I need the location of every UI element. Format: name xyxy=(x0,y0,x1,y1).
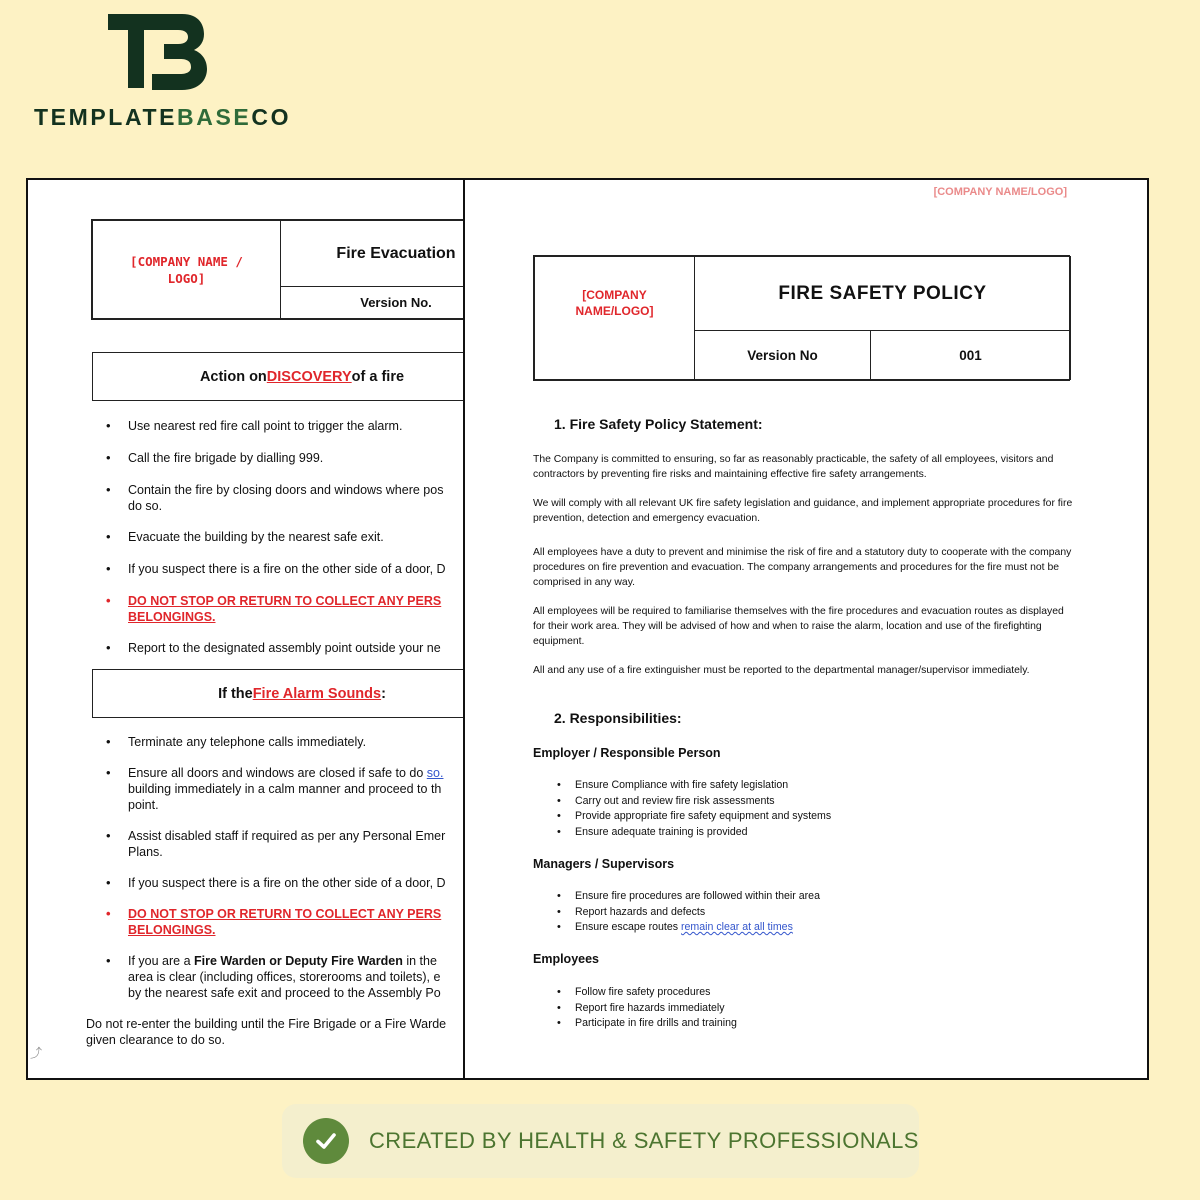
list-item: • Follow fire safety procedures xyxy=(557,985,737,1001)
professionals-badge xyxy=(282,1104,919,1178)
section-discovery-heading: Action on DISCOVERY of a fire xyxy=(92,352,512,401)
section-heading-policy-statement: 1. Fire Safety Policy Statement: xyxy=(554,416,763,432)
list-item: • Terminate any telephone calls immediately. xyxy=(100,734,480,750)
list-item: • Use nearest red fire call point to trigger the alarm. xyxy=(100,418,480,434)
policy-paragraph: The Company is committed to ensuring, so far as reasonably practicable, the safety of all employees, visitors and contractors by preventing fire risks and maintaining effective fire safety arrangements. xyxy=(533,454,1054,480)
manager-responsibilities-list xyxy=(557,889,820,936)
document-title: FIRE SAFETY POLICY xyxy=(694,256,1071,331)
list-item: • Participate in fire drills and training xyxy=(557,1016,737,1032)
list-item: • Report hazards and defects xyxy=(557,905,820,921)
document-header-table xyxy=(91,219,511,320)
page-corner-icon: ⤴ xyxy=(30,1046,43,1060)
managers-subheading: Managers / Supervisors xyxy=(533,857,675,871)
list-item: • Ensure all doors and windows are closed if safe to do so. building immediately in a calm manner and proceed to th point. xyxy=(100,765,448,813)
list-item: • If you are a Fire Warden or Deputy Fire Warden in the area is clear (including offices, storerooms and toilets), e by the nearest safe exit and proceed to the Assembly Po xyxy=(100,953,448,1001)
fire-safety-policy-document xyxy=(463,178,1149,1080)
templatebase-logo-icon xyxy=(108,12,208,92)
list-item: • Ensure Compliance with fire safety legislation xyxy=(557,778,831,794)
employer-subheading: Employer / Responsible Person xyxy=(533,746,721,760)
list-item: • If you suspect there is a fire on the other side of a door, D xyxy=(100,561,480,577)
document-title: Fire Evacuation xyxy=(280,220,512,287)
section-fire-alarm-heading: If the Fire Alarm Sounds : xyxy=(92,669,512,718)
badge-text: CREATED BY HEALTH & SAFETY PROFESSIONALS xyxy=(369,1128,919,1153)
version-label: Version No xyxy=(694,330,871,380)
list-item: • If you suspect there is a fire on the other side of a door, D xyxy=(100,875,480,891)
company-logo-placeholder: [COMPANY NAME/LOGO] xyxy=(534,256,695,380)
list-item: • Report to the designated assembly point outside your ne xyxy=(100,640,480,656)
header-company-placeholder: [COMPANY NAME/LOGO] xyxy=(933,186,1067,198)
employees-subheading: Employees xyxy=(533,952,600,966)
policy-paragraph: All employees will be required to familiarise themselves with the fire procedures and evacuation routes as displayed for their work area. They will be advised of how and when to raise the alarm, location and use of the firefighting equipment. xyxy=(533,606,1064,647)
employee-responsibilities-list xyxy=(557,985,737,1032)
policy-paragraph: We will comply with all relevant UK fire safety legislation and guidance, and implement appropriate procedures for fire prevention, detection and emergency evacuation. xyxy=(533,498,1073,524)
list-item: • Ensure adequate training is provided xyxy=(557,825,831,841)
fire-alarm-actions-list xyxy=(100,734,480,1001)
list-item: • Call the fire brigade by dialling 999. xyxy=(100,450,480,466)
list-item: • Ensure escape routes remain clear at all times xyxy=(557,920,820,936)
policy-paragraph: All and any use of a fire extinguisher must be reported to the departmental manager/supervisor immediately. xyxy=(533,665,1030,676)
section-heading-responsibilities: 2. Responsibilities: xyxy=(554,710,682,726)
list-item: • Carry out and review fire risk assessments xyxy=(557,794,831,810)
spelling-underlined-text: remain clear at all times xyxy=(681,921,793,933)
check-circle-icon xyxy=(303,1118,349,1164)
policy-paragraph: All employees have a duty to prevent and minimise the risk of fire and a statutory duty to cooperate with the company procedures on fire prevention and evacuation. The company arrangements and procedures for the fire must not be comprised in any way. xyxy=(533,547,1072,588)
list-item-warning: • DO NOT STOP OR RETURN TO COLLECT ANY PERS BELONGINGS. xyxy=(100,593,458,625)
re-entry-note: Do not re-enter the building until the Fire Brigade or a Fire Warde given clearance to do so. xyxy=(86,1017,447,1047)
document-header-table xyxy=(533,255,1070,381)
employer-responsibilities-list xyxy=(557,778,831,840)
list-item: • Assist disabled staff if required as per any Personal Emer Plans. xyxy=(100,828,448,860)
spelling-underlined-text: so. xyxy=(426,766,444,780)
list-item: • Provide appropriate fire safety equipment and systems xyxy=(557,809,831,825)
version-value: 001 xyxy=(870,330,1071,380)
version-label: Version No. xyxy=(280,286,512,319)
list-item: • Ensure fire procedures are followed within their area xyxy=(557,889,820,905)
company-logo-placeholder: [COMPANY NAME / LOGO] xyxy=(92,220,281,319)
list-item-warning: • DO NOT STOP OR RETURN TO COLLECT ANY PERS BELONGINGS. xyxy=(100,906,458,938)
brand-name: TEMPLATEBASECO xyxy=(34,104,292,130)
list-item: • Report fire hazards immediately xyxy=(557,1001,737,1017)
list-item: • Evacuate the building by the nearest safe exit. xyxy=(100,529,480,545)
discovery-actions-list xyxy=(100,418,480,656)
list-item: • Contain the fire by closing doors and windows where pos do so. xyxy=(100,482,448,514)
